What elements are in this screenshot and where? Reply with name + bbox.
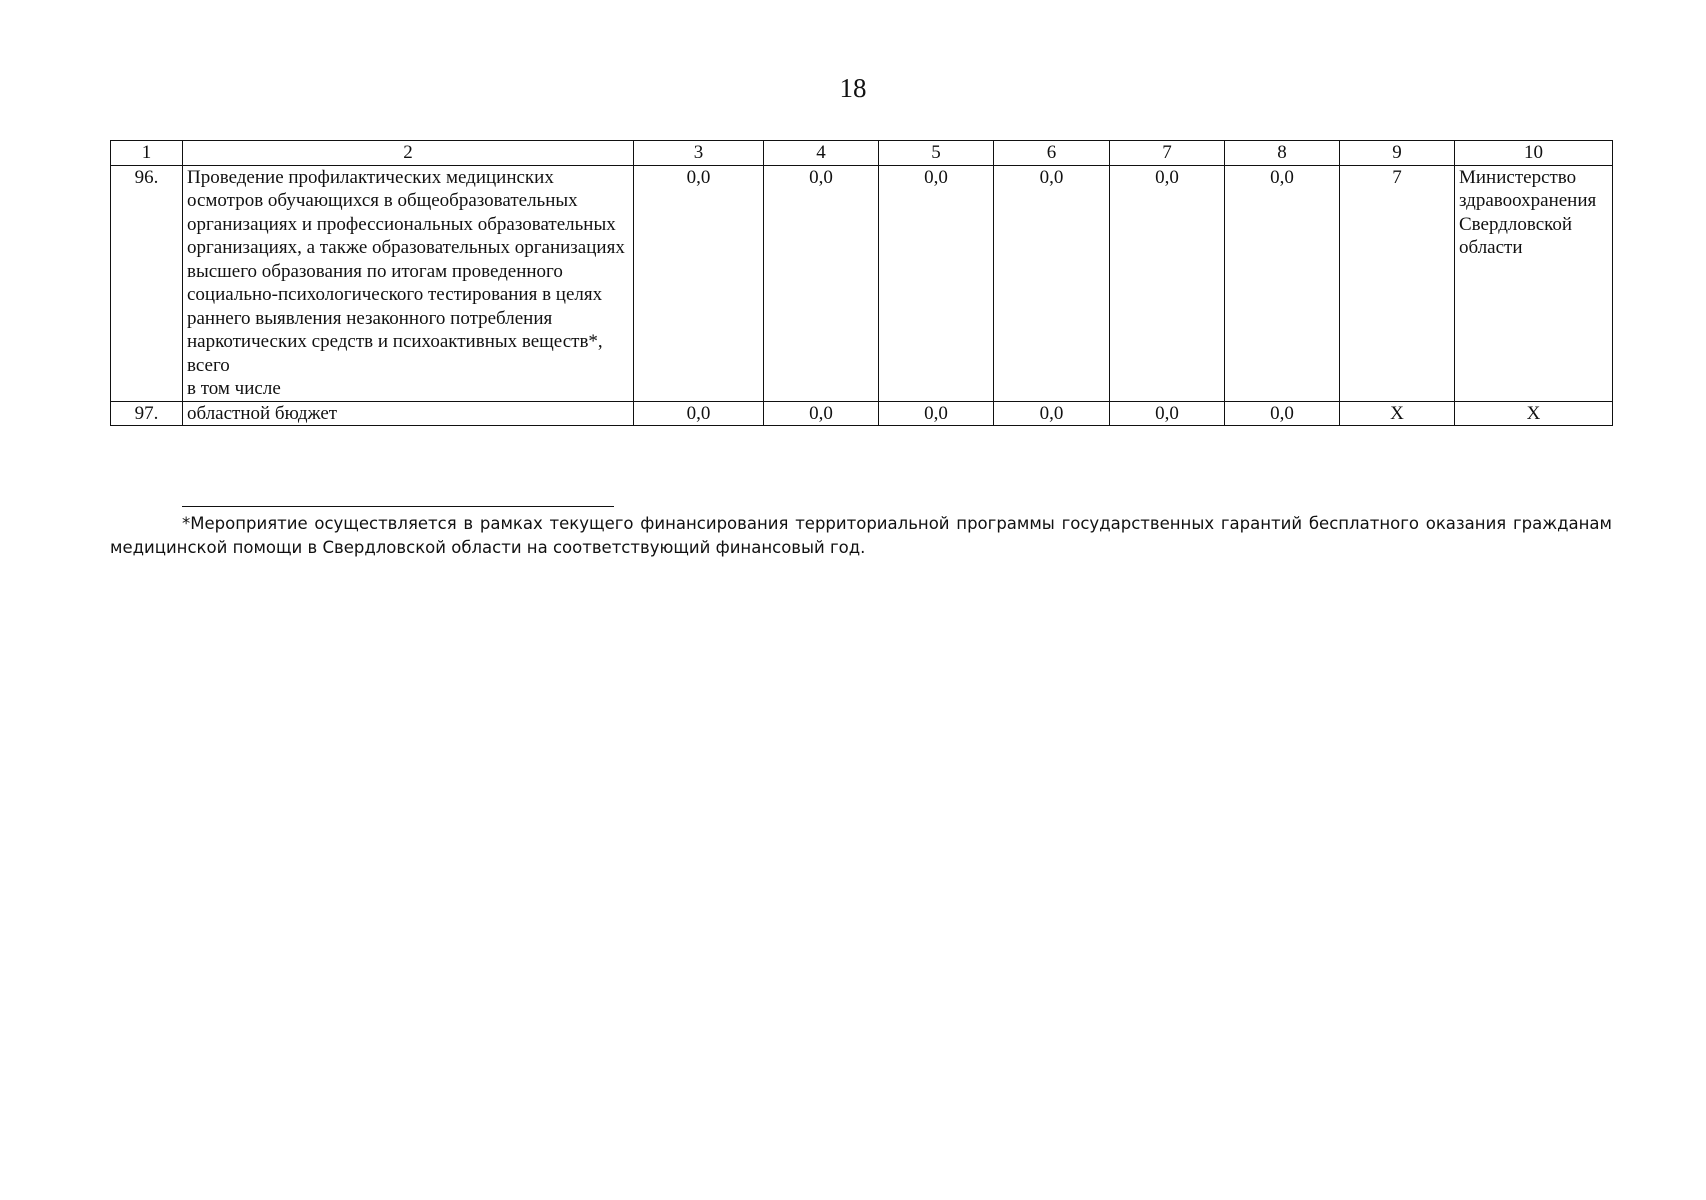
value-cell: 0,0 xyxy=(1225,165,1340,401)
header-cell: 2 xyxy=(183,141,634,166)
value-cell: 0,0 xyxy=(994,401,1110,426)
program-table xyxy=(110,140,1613,426)
page-number: 18 xyxy=(839,73,867,103)
header-cell: 7 xyxy=(1110,141,1225,166)
executor-cell: Министерство здравоохранения Свердловской области xyxy=(1455,165,1613,401)
value-cell: 0,0 xyxy=(994,165,1110,401)
target-indicator-cell: Х xyxy=(1340,401,1455,426)
header-cell: 1 xyxy=(111,141,183,166)
table-header-row xyxy=(111,141,1613,166)
row-description-suffix: в том числе xyxy=(187,378,281,399)
value-cell: 0,0 xyxy=(634,401,764,426)
value-cell: 0,0 xyxy=(764,165,879,401)
row-number: 97. xyxy=(111,401,183,426)
value-cell: 0,0 xyxy=(879,401,994,426)
row-description: областной бюджет xyxy=(183,401,634,426)
executor-cell: Х xyxy=(1455,401,1613,426)
footnote-divider xyxy=(182,506,614,507)
header-cell: 9 xyxy=(1340,141,1455,166)
row-number: 96. xyxy=(111,165,183,401)
row-description: Проведение профилактических медицинских осмотров обучающихся в общеобразовательных организациях и профессиональных образовательных организациях, а также образовательных организациях высшего образования по итогам проведенного социально-психологического тестирования в целях раннего выявления незаконного потребления наркотических средств и психоактивных веществ*, всего xyxy=(187,166,625,376)
value-cell: 0,0 xyxy=(1110,165,1225,401)
header-cell: 6 xyxy=(994,141,1110,166)
table-row xyxy=(111,401,1613,426)
header-cell: 8 xyxy=(1225,141,1340,166)
header-cell: 5 xyxy=(879,141,994,166)
table-row xyxy=(111,165,1613,401)
target-indicator-cell: 7 xyxy=(1340,165,1455,401)
header-cell: 10 xyxy=(1455,141,1613,166)
header-cell: 4 xyxy=(764,141,879,166)
header-cell: 3 xyxy=(634,141,764,166)
value-cell: 0,0 xyxy=(1225,401,1340,426)
value-cell: 0,0 xyxy=(634,165,764,401)
value-cell: 0,0 xyxy=(764,401,879,426)
footnote: *Мероприятие осуществляется в рамках текущего финансирования территориальной программы государственных гарантий бесплатного оказания гражданам медицинской помощи в Свердловской области на соответствующий финансовый год. xyxy=(110,514,1612,557)
row-description-cell xyxy=(183,165,634,401)
value-cell: 0,0 xyxy=(1110,401,1225,426)
value-cell: 0,0 xyxy=(879,165,994,401)
